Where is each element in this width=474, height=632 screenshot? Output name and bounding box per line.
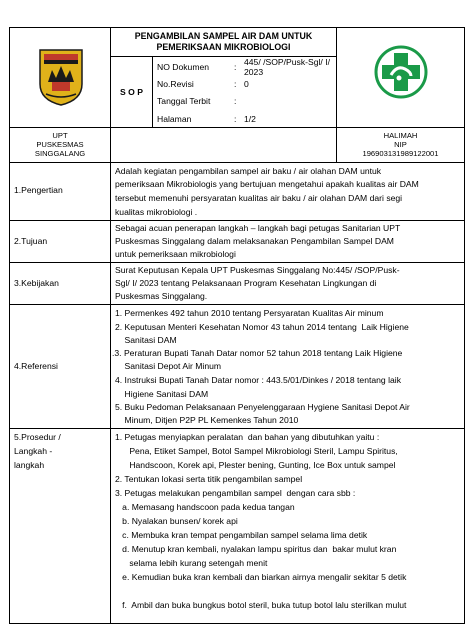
section-4-line: Sanitasi DAM xyxy=(115,335,177,345)
document-title-line2: PEMERIKSAAN MIKROBIOLOGI xyxy=(156,42,291,52)
section-1-line: kualitas mikrobiologi . xyxy=(115,207,198,217)
org-line2: PUSKESMAS xyxy=(36,140,84,149)
sop-label: S O P xyxy=(120,87,143,97)
field-no-dokumen-value-line1: 445/ /SOP/Pusk-Sgl/ I/ xyxy=(244,57,330,67)
section-4-line: Minum, Ditjen P2P PL Kemenkes Tahun 2010 xyxy=(115,415,299,425)
row-divider-3 xyxy=(9,304,465,305)
section-5-label-line1: 5.Prosedur / xyxy=(14,432,61,442)
section-5-line: f. Ambil dan buka bungkus botol steril, buka tutup botol lalu sterilkan mulut xyxy=(115,600,407,610)
section-5-line: c. Membuka kran tempat pengambilan sampel selama lima detik xyxy=(115,530,368,540)
section-5-label-line2: Langkah - xyxy=(14,446,53,456)
section-4-line: Higiene Sanitasi DAM xyxy=(115,389,209,399)
section-2-label: 2.Tujuan xyxy=(14,236,48,246)
section-1-line: Adalah kegiatan pengambilan sampel air baku / air olahan DAM untuk xyxy=(115,166,382,176)
section-5-line: selama lebih kurang setengah menit xyxy=(115,558,268,568)
section-3-line: Sgl/ I/ 2023 tentang Pelaksanaan Program Kesehatan Lingkungan di xyxy=(115,278,377,288)
section-2-line: Puskesmas Singgalang dalam melaksanakan Pengambilan Sampel DAM xyxy=(115,236,394,246)
section-5-line: 3. Petugas melakukan pengambilan sampel dengan cara sbb : xyxy=(115,488,356,498)
section-2-line: untuk pemeriksaan mikrobiologi xyxy=(115,249,236,259)
section-5-line: 1. Petugas menyiapkan peralatan dan bahan yang dibutuhkan yaitu : xyxy=(115,432,380,442)
field-no-dokumen-label: NO Dokumen xyxy=(157,62,210,72)
section-4-line: 5. Buku Pedoman Pelaksanaan Penyelenggaraan Hygiene Sanitasi Depot Air xyxy=(115,402,410,412)
section-4-line: Sanitasi Depot Air Minum xyxy=(115,361,222,371)
section-2-line: Sebagai acuan penerapan langkah – langkah bagi petugas Sanitarian UPT xyxy=(115,223,401,233)
field-no-dokumen-value-line2: 2023 xyxy=(244,67,264,77)
section-5-line: Pena, Etiket Sampel, Botol Sampel Mikrobiologi Steril, Lampu Spiritus, xyxy=(115,446,398,456)
section-1-label: 1.Pengertian xyxy=(14,185,63,195)
signature-nip-label: NIP xyxy=(394,140,407,149)
section-3-label: 3.Kebijakan xyxy=(14,278,59,288)
section-5-line: a. Memasang handscoon pada kedua tangan xyxy=(115,502,295,512)
section-3-line: Surat Keputusan Kepala UPT Puskesmas Singgalang No:445/ /SOP/Pusk- xyxy=(115,265,400,275)
field-no-revisi-colon: : xyxy=(234,79,237,89)
section-3-line: Puskesmas Singgalang. xyxy=(115,291,208,301)
district-emblem-icon xyxy=(38,48,84,106)
label-column-divider xyxy=(110,162,111,624)
section-5-label-line3: langkah xyxy=(14,460,45,470)
field-no-dokumen-colon: : xyxy=(234,62,237,72)
org-line1: UPT xyxy=(52,131,68,140)
signature-nip-value: 196903131989122001 xyxy=(362,149,439,158)
section-5-line: 2. Tentukan lokasi serta titik pengambilan sampel xyxy=(115,474,303,484)
document-title-line1: PENGAMBILAN SAMPEL AIR DAM UNTUK xyxy=(134,31,313,41)
row-divider-4 xyxy=(9,428,465,429)
section-4-line: 2. Keputusan Menteri Kesehatan Nomor 43 tahun 2014 tentang Laik Higiene xyxy=(115,322,409,332)
section-1-line: pemeriksaan Mikrobiologis yang bertujuan mengetahui apakah kualitas air DAM xyxy=(115,179,419,189)
field-no-revisi-value: 0 xyxy=(244,79,249,89)
health-cross-logo-icon xyxy=(374,45,428,99)
section-4-line: 1. Permenkes 492 tahun 2010 tentang Persyaratan Kualitas Air minum xyxy=(115,308,384,318)
section-4-line: .3. Peraturan Bupati Tanah Datar nomor 52 tahun 2018 tentang Laik Higiene xyxy=(112,348,403,358)
section-5-line: b. Nyalakan bunsen/ korek api xyxy=(115,516,238,526)
field-tanggal-terbit-colon: : xyxy=(234,96,237,106)
org-line3: SINGGALANG xyxy=(34,149,86,158)
field-tanggal-terbit-label: Tanggal Terbit xyxy=(157,96,211,106)
section-5-line: e. Kemudian buka kran kembali dan biarkan airnya mengalir sekitar 5 detik xyxy=(115,572,407,582)
field-no-revisi-label: No.Revisi xyxy=(157,79,194,89)
field-halaman-value: 1/2 xyxy=(244,114,256,124)
section-4-line: 4. Instruksi Bupati Tanah Datar nomor : 443.5/01/Dinkes / 2018 tentang laik xyxy=(115,375,401,385)
field-halaman-label: Halaman xyxy=(157,114,192,124)
section-5-line: d. Menutup kran kembali, nyalakan lampu spiritus dan bakar mulut kran xyxy=(115,544,397,554)
field-halaman-colon: : xyxy=(234,114,237,124)
section-1-line: tersebut memenuhi persyaratan kualitas air baku / air olahan DAM dari segi xyxy=(115,193,403,203)
section-5-line: Handscoon, Korek api, Plester bening, Gunting, Ice Box untuk sampel xyxy=(115,460,396,470)
section-4-label: 4.Referensi xyxy=(14,361,58,371)
signature-name: HALIMAH xyxy=(383,131,418,140)
